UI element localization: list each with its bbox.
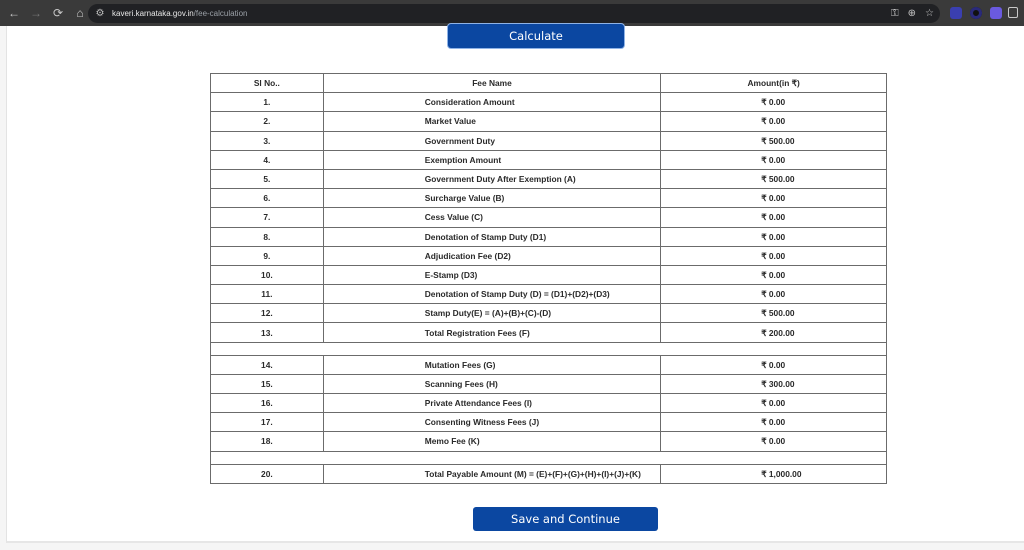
amount-cell: ₹ 0.00 xyxy=(661,208,887,227)
fee-name-cell: Mutation Fees (G) xyxy=(323,355,661,374)
sl-cell: 2. xyxy=(211,112,324,131)
browser-toolbar xyxy=(0,0,1024,26)
extension-icon-3[interactable] xyxy=(990,7,1002,19)
amount-cell: ₹ 500.00 xyxy=(661,304,887,323)
fee-name-cell: Consideration Amount xyxy=(323,93,661,112)
spacer-cell xyxy=(211,342,887,355)
fee-name-cell: Scanning Fees (H) xyxy=(323,374,661,393)
amount-cell: ₹ 0.00 xyxy=(661,265,887,284)
table-row xyxy=(211,150,887,169)
total-amount-cell: ₹ 1,000.00 xyxy=(661,464,887,483)
amount-cell: ₹ 300.00 xyxy=(661,374,887,393)
table-row xyxy=(211,374,887,393)
site-info-icon[interactable]: ⚙ xyxy=(95,8,105,19)
header-amount: Amount(in ₹) xyxy=(661,74,887,93)
fee-name-cell: Government Duty After Exemption (A) xyxy=(323,169,661,188)
amount-cell: ₹ 500.00 xyxy=(661,169,887,188)
amount-cell: ₹ 0.00 xyxy=(661,112,887,131)
amount-cell: ₹ 0.00 xyxy=(661,150,887,169)
amount-cell: ₹ 0.00 xyxy=(661,285,887,304)
amount-cell: ₹ 0.00 xyxy=(661,355,887,374)
fee-name-cell: Exemption Amount xyxy=(323,150,661,169)
sl-cell: 1. xyxy=(211,93,324,112)
fee-calculation-page xyxy=(6,26,1024,543)
sl-cell: 14. xyxy=(211,355,324,374)
sl-cell: 16. xyxy=(211,394,324,413)
sl-cell: 3. xyxy=(211,131,324,150)
table-row xyxy=(211,432,887,451)
spacer-cell xyxy=(211,451,887,464)
fee-name-cell: E-Stamp (D3) xyxy=(323,265,661,284)
amount-cell: ₹ 0.00 xyxy=(661,93,887,112)
extension-icon-1[interactable] xyxy=(950,7,962,19)
fee-table xyxy=(210,73,887,484)
sl-cell: 15. xyxy=(211,374,324,393)
back-arrow-icon[interactable]: ← xyxy=(8,6,20,20)
sl-cell: 12. xyxy=(211,304,324,323)
fee-name-cell: Total Payable Amount (M) = (E)+(F)+(G)+(H)+(I)+(J)+(K) xyxy=(323,464,661,483)
fee-name-cell: Market Value xyxy=(323,112,661,131)
calculate-button[interactable]: Calculate xyxy=(448,24,624,48)
table-row xyxy=(211,394,887,413)
sl-cell: 7. xyxy=(211,208,324,227)
table-row xyxy=(211,355,887,374)
table-row xyxy=(211,323,887,342)
table-row xyxy=(211,265,887,284)
fee-name-cell: Memo Fee (K) xyxy=(323,432,661,451)
amount-cell: ₹ 0.00 xyxy=(661,246,887,265)
total-row xyxy=(211,464,887,483)
table-row xyxy=(211,208,887,227)
amount-cell: ₹ 0.00 xyxy=(661,189,887,208)
table-row xyxy=(211,285,887,304)
sl-cell: 18. xyxy=(211,432,324,451)
fee-name-cell: Denotation of Stamp Duty (D) = (D1)+(D2)+(D3) xyxy=(323,285,661,304)
fee-name-cell: Surcharge Value (B) xyxy=(323,189,661,208)
sl-cell: 4. xyxy=(211,150,324,169)
table-row xyxy=(211,227,887,246)
fee-name-cell: Adjudication Fee (D2) xyxy=(323,246,661,265)
reload-icon[interactable]: ⟳ xyxy=(52,6,64,20)
sl-cell: 10. xyxy=(211,265,324,284)
table-header-row xyxy=(211,74,887,93)
fee-name-cell: Consenting Witness Fees (J) xyxy=(323,413,661,432)
amount-cell: ₹ 0.00 xyxy=(661,432,887,451)
forward-arrow-icon[interactable]: → xyxy=(30,6,42,20)
fee-name-cell: Denotation of Stamp Duty (D1) xyxy=(323,227,661,246)
table-row xyxy=(211,413,887,432)
table-row xyxy=(211,131,887,150)
table-row xyxy=(211,169,887,188)
sl-cell: 11. xyxy=(211,285,324,304)
header-fee-name: Fee Name xyxy=(323,74,661,93)
address-bar[interactable] xyxy=(88,4,940,23)
sl-cell: 13. xyxy=(211,323,324,342)
fee-name-cell: Private Attendance Fees (I) xyxy=(323,394,661,413)
sl-cell: 20. xyxy=(211,464,324,483)
sl-cell: 6. xyxy=(211,189,324,208)
amount-cell: ₹ 200.00 xyxy=(661,323,887,342)
fee-name-cell: Stamp Duty(E) = (A)+(B)+(C)-(D) xyxy=(323,304,661,323)
extensions-puzzle-icon[interactable] xyxy=(1008,7,1018,18)
home-icon[interactable]: ⌂ xyxy=(76,6,84,20)
amount-cell: ₹ 0.00 xyxy=(661,227,887,246)
amount-cell: ₹ 0.00 xyxy=(661,413,887,432)
bookmark-star-icon[interactable]: ☆ xyxy=(925,8,934,19)
sl-cell: 9. xyxy=(211,246,324,265)
amount-cell: ₹ 0.00 xyxy=(661,394,887,413)
sl-cell: 5. xyxy=(211,169,324,188)
table-spacer-row xyxy=(211,342,887,355)
url-host: kaveri.karnataka.gov.in xyxy=(112,9,194,18)
table-row xyxy=(211,304,887,323)
fee-name-cell: Government Duty xyxy=(323,131,661,150)
extension-icon-2[interactable] xyxy=(970,7,982,19)
save-and-continue-button[interactable]: Save and Continue xyxy=(473,507,658,531)
sl-cell: 17. xyxy=(211,413,324,432)
fee-name-cell: Cess Value (C) xyxy=(323,208,661,227)
table-row xyxy=(211,112,887,131)
header-sl-no: Sl No.. xyxy=(211,74,324,93)
zoom-icon[interactable]: ⊕ xyxy=(907,8,917,19)
url-text[interactable] xyxy=(112,9,247,18)
table-row xyxy=(211,93,887,112)
url-path: /fee-calculation xyxy=(193,9,248,18)
amount-cell: ₹ 500.00 xyxy=(661,131,887,150)
table-row xyxy=(211,189,887,208)
password-key-icon[interactable]: ⚿ xyxy=(891,8,899,19)
table-row xyxy=(211,246,887,265)
table-spacer-row xyxy=(211,451,887,464)
fee-name-cell: Total Registration Fees (F) xyxy=(323,323,661,342)
sl-cell: 8. xyxy=(211,227,324,246)
